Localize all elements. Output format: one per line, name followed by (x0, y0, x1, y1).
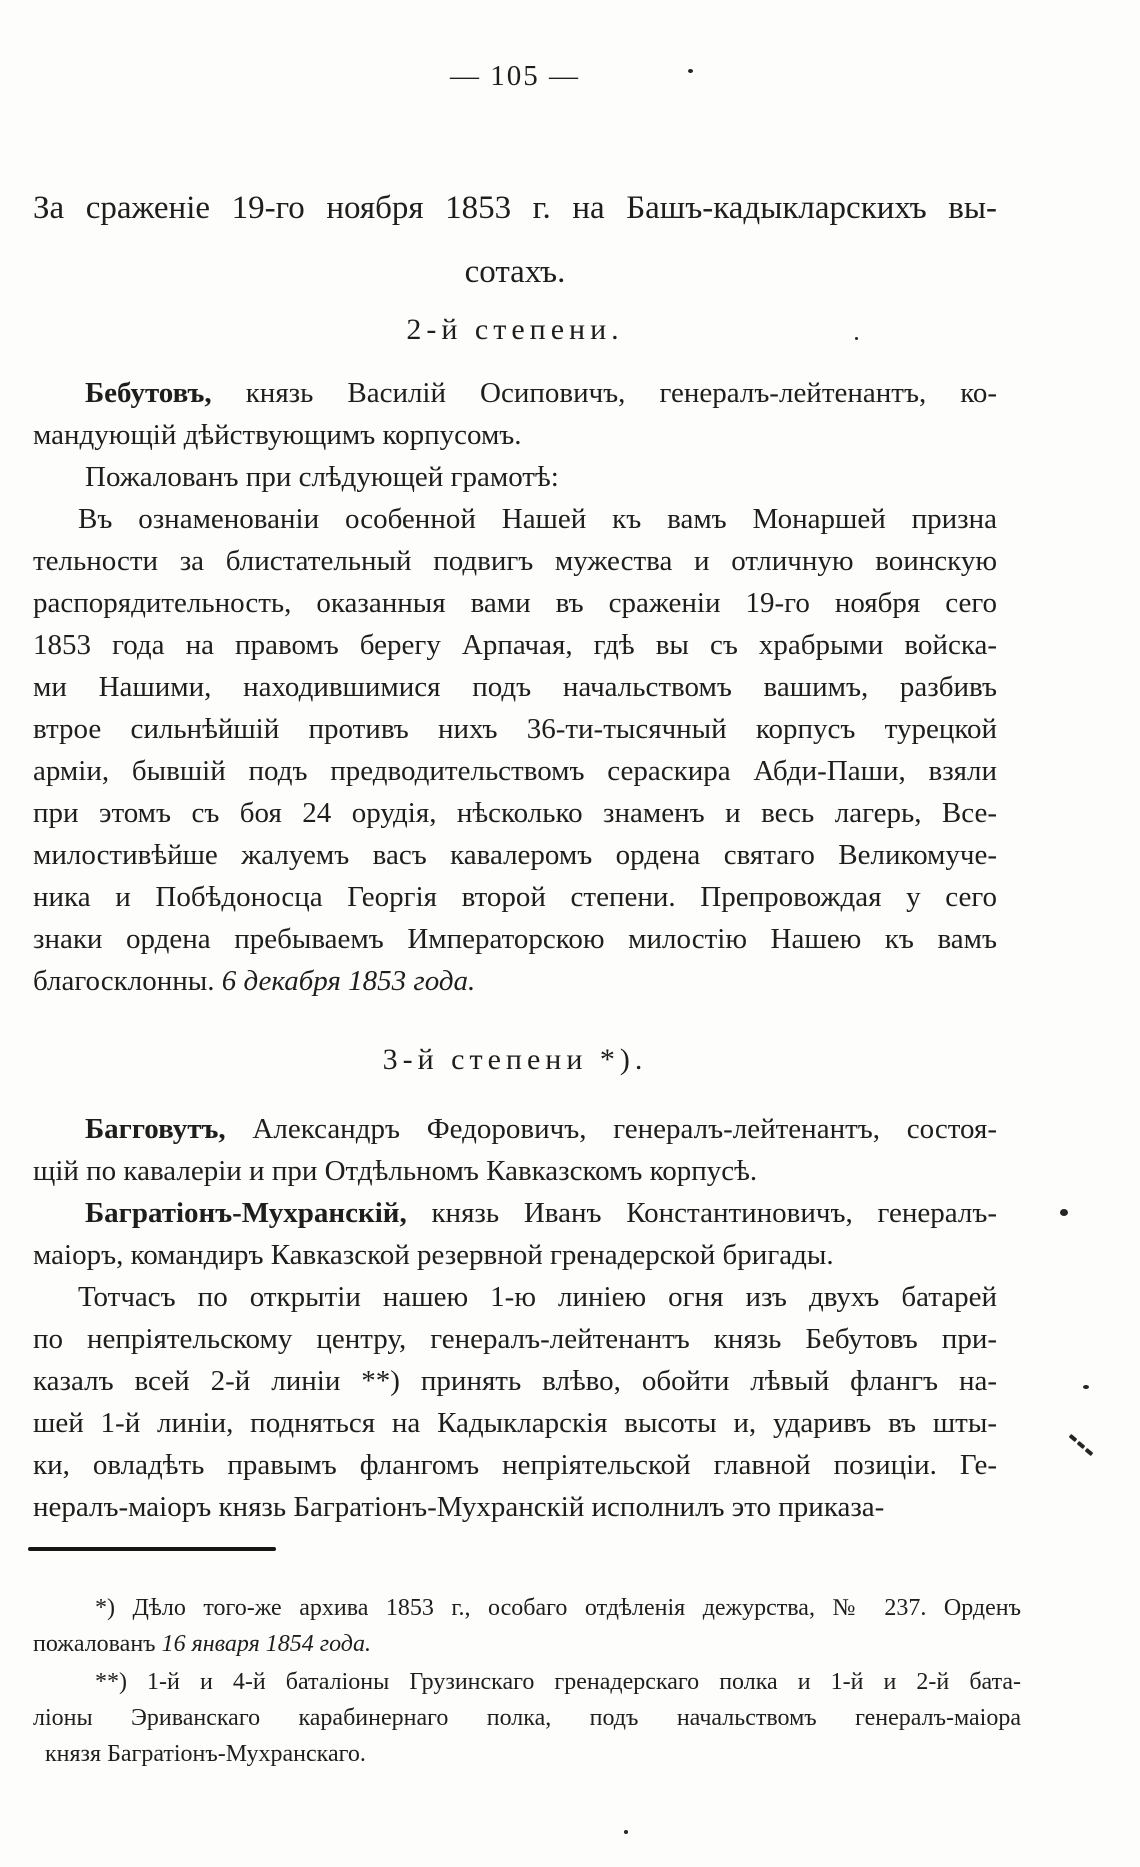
text-segment: распорядительность, оказанныя вами въ сраженіи 19-го ноября сего (33, 587, 997, 619)
text-segment: князя Багратіонъ-Мухранскаго. (45, 1741, 366, 1767)
text-line (33, 1486, 997, 1528)
text-line (33, 1444, 997, 1486)
scan-speck (624, 1830, 628, 1834)
text-line (33, 834, 997, 876)
body-section-2 (33, 1108, 997, 1528)
text-line (33, 624, 997, 666)
text-segment: пожалованъ (33, 1631, 162, 1657)
text-line (33, 876, 997, 918)
text-segment: Тотчасъ по открытіи нашею 1-ю линіею огня изъ двухъ батарей (78, 1281, 997, 1313)
scan-speck (688, 69, 693, 73)
text-segment: тельности за блистательный подвигъ мужества и отличную воинскую (33, 545, 997, 577)
footnote-separator-rule (28, 1547, 276, 1551)
text-segment: благосклонны. (33, 965, 222, 997)
text-segment: Багратіонъ-Мухранскій, (85, 1197, 407, 1229)
text-segment: ми Нашими, находившимися подъ начальствомъ вашимъ, разбивъ (33, 671, 997, 703)
scan-speck (1069, 1434, 1078, 1442)
text-segment: *) Дѣло того-же архива 1853 г., особаго отдѣленія дежурства, № 237. Орденъ (95, 1595, 1021, 1621)
text-line (33, 750, 997, 792)
text-line (33, 1626, 1021, 1662)
text-segment: Бебутовъ, (85, 377, 212, 409)
text-segment: мандующій дѣйствующимъ корпусомъ. (33, 419, 522, 451)
text-line (33, 456, 997, 498)
text-line (33, 1590, 1021, 1626)
text-line (33, 1108, 997, 1150)
text-segment: 1853 года на правомъ берегу Арпачая, гдѣ вы съ храбрыми войска- (33, 629, 997, 661)
text-segment: 6 декабря 1853 года. (221, 965, 476, 997)
text-line (33, 1150, 997, 1192)
text-line (33, 1234, 997, 1276)
text-line (33, 1276, 997, 1318)
text-segment: казалъ всей 2-й линіи **) принять влѣво, обойти лѣвый флангъ на- (33, 1365, 997, 1397)
degree-heading-2 (33, 310, 997, 350)
text-line (33, 1402, 997, 1444)
text-segment: За сраженіе 19-го ноября 1853 г. на Башъ-кадыкларскихъ вы- (33, 190, 997, 226)
text-line (33, 1700, 1021, 1736)
text-segment: щій по кавалеріи и при Отдѣльномъ Кавказскомъ корпусѣ. (33, 1155, 758, 1187)
text-line (33, 498, 997, 540)
text-line (33, 540, 997, 582)
text-line (33, 1318, 997, 1360)
text-segment: ки, овладѣть правымъ флангомъ непріятельской главной позиціи. Ге- (33, 1449, 997, 1481)
text-segment: — 105 — (450, 60, 580, 92)
text-line (33, 960, 997, 1002)
scan-speck (1060, 1209, 1068, 1216)
text-segment: 3-й степени *). (382, 1043, 648, 1076)
text-segment: князь Василій Осиповичъ, генералъ-лейтенантъ, ко- (211, 377, 997, 409)
text-line (33, 666, 997, 708)
body-section-1 (33, 372, 997, 1002)
text-segment: втрое сильнѣйшій противъ нихъ 36-ти-тысячный корпусъ турецкой (33, 713, 997, 745)
text-line (33, 310, 997, 350)
text-line (33, 372, 997, 414)
text-segment: сотахъ. (464, 254, 566, 290)
text-line (33, 792, 997, 834)
text-segment: шей 1-й линіи, подняться на Кадыкларскія высоты и, ударивъ въ шты- (33, 1407, 997, 1439)
footnote-1 (33, 1590, 1021, 1662)
scan-speck (855, 337, 858, 340)
text-segment: знаки ордена пребываемъ Императорскою милостію Нашею къ вамъ (33, 923, 997, 955)
degree-heading-3 (33, 1040, 997, 1080)
footnote-2 (33, 1664, 1021, 1772)
text-segment: ліоны Эриванскаго карабинернаго полка, подъ начальствомъ генералъ-маіора (33, 1705, 1021, 1731)
text-line (33, 1360, 997, 1402)
footnotes-block (33, 1590, 1021, 1772)
scan-speck (1083, 1385, 1089, 1389)
page-number (33, 56, 997, 96)
text-line (33, 1664, 1021, 1700)
text-line (33, 708, 997, 750)
text-segment: Пожалованъ при слѣдующей грамотѣ: (85, 461, 559, 493)
text-line (33, 582, 997, 624)
text-segment: маіоръ, командиръ Кавказской резервной гренадерской бригады. (33, 1239, 834, 1271)
text-segment: Александръ Федоровичъ, генералъ-лейтенантъ, состоя- (225, 1113, 997, 1145)
text-line (33, 1736, 1021, 1772)
text-segment: **) 1-й и 4-й баталіоны Грузинскаго гренадерскаго полка и 1-й и 2-й бата- (95, 1669, 1021, 1695)
text-line (33, 414, 997, 456)
scan-speck (1085, 1448, 1094, 1456)
text-segment: милостивѣйше жалуемъ васъ кавалеромъ ордена святаго Великомуче- (33, 839, 997, 871)
chapter-title (33, 176, 997, 304)
text-segment: Въ ознаменованіи особенной Нашей къ вамъ Монаршей призна (78, 503, 997, 535)
text-segment: Багговутъ, (85, 1113, 226, 1145)
text-line (33, 1192, 997, 1234)
text-line (33, 1040, 997, 1080)
text-segment: арміи, бывшій подъ предводительствомъ сераскира Абди-Паши, взяли (33, 755, 997, 787)
text-segment: 16 января 1854 года. (161, 1631, 371, 1657)
text-column (33, 0, 997, 1528)
text-segment: по непріятельскому центру, генералъ-лейтенантъ князь Бебутовъ при- (33, 1323, 997, 1355)
text-segment: 2-й степени. (406, 313, 624, 346)
text-segment: князь Иванъ Константиновичъ, генералъ- (406, 1197, 997, 1229)
text-line (33, 918, 997, 960)
text-segment: при этомъ съ боя 24 орудія, нѣсколько знаменъ и весь лагерь, Все- (33, 797, 997, 829)
text-segment: нералъ-маіоръ князь Багратіонъ-Мухранскій исполнилъ это приказа- (33, 1491, 885, 1523)
text-line (33, 240, 997, 304)
text-line (33, 176, 997, 240)
scan-speck (1077, 1441, 1086, 1449)
text-line (33, 56, 997, 96)
text-segment: ника и Побѣдоносца Георгія второй степени. Препровождая у сего (33, 881, 997, 913)
